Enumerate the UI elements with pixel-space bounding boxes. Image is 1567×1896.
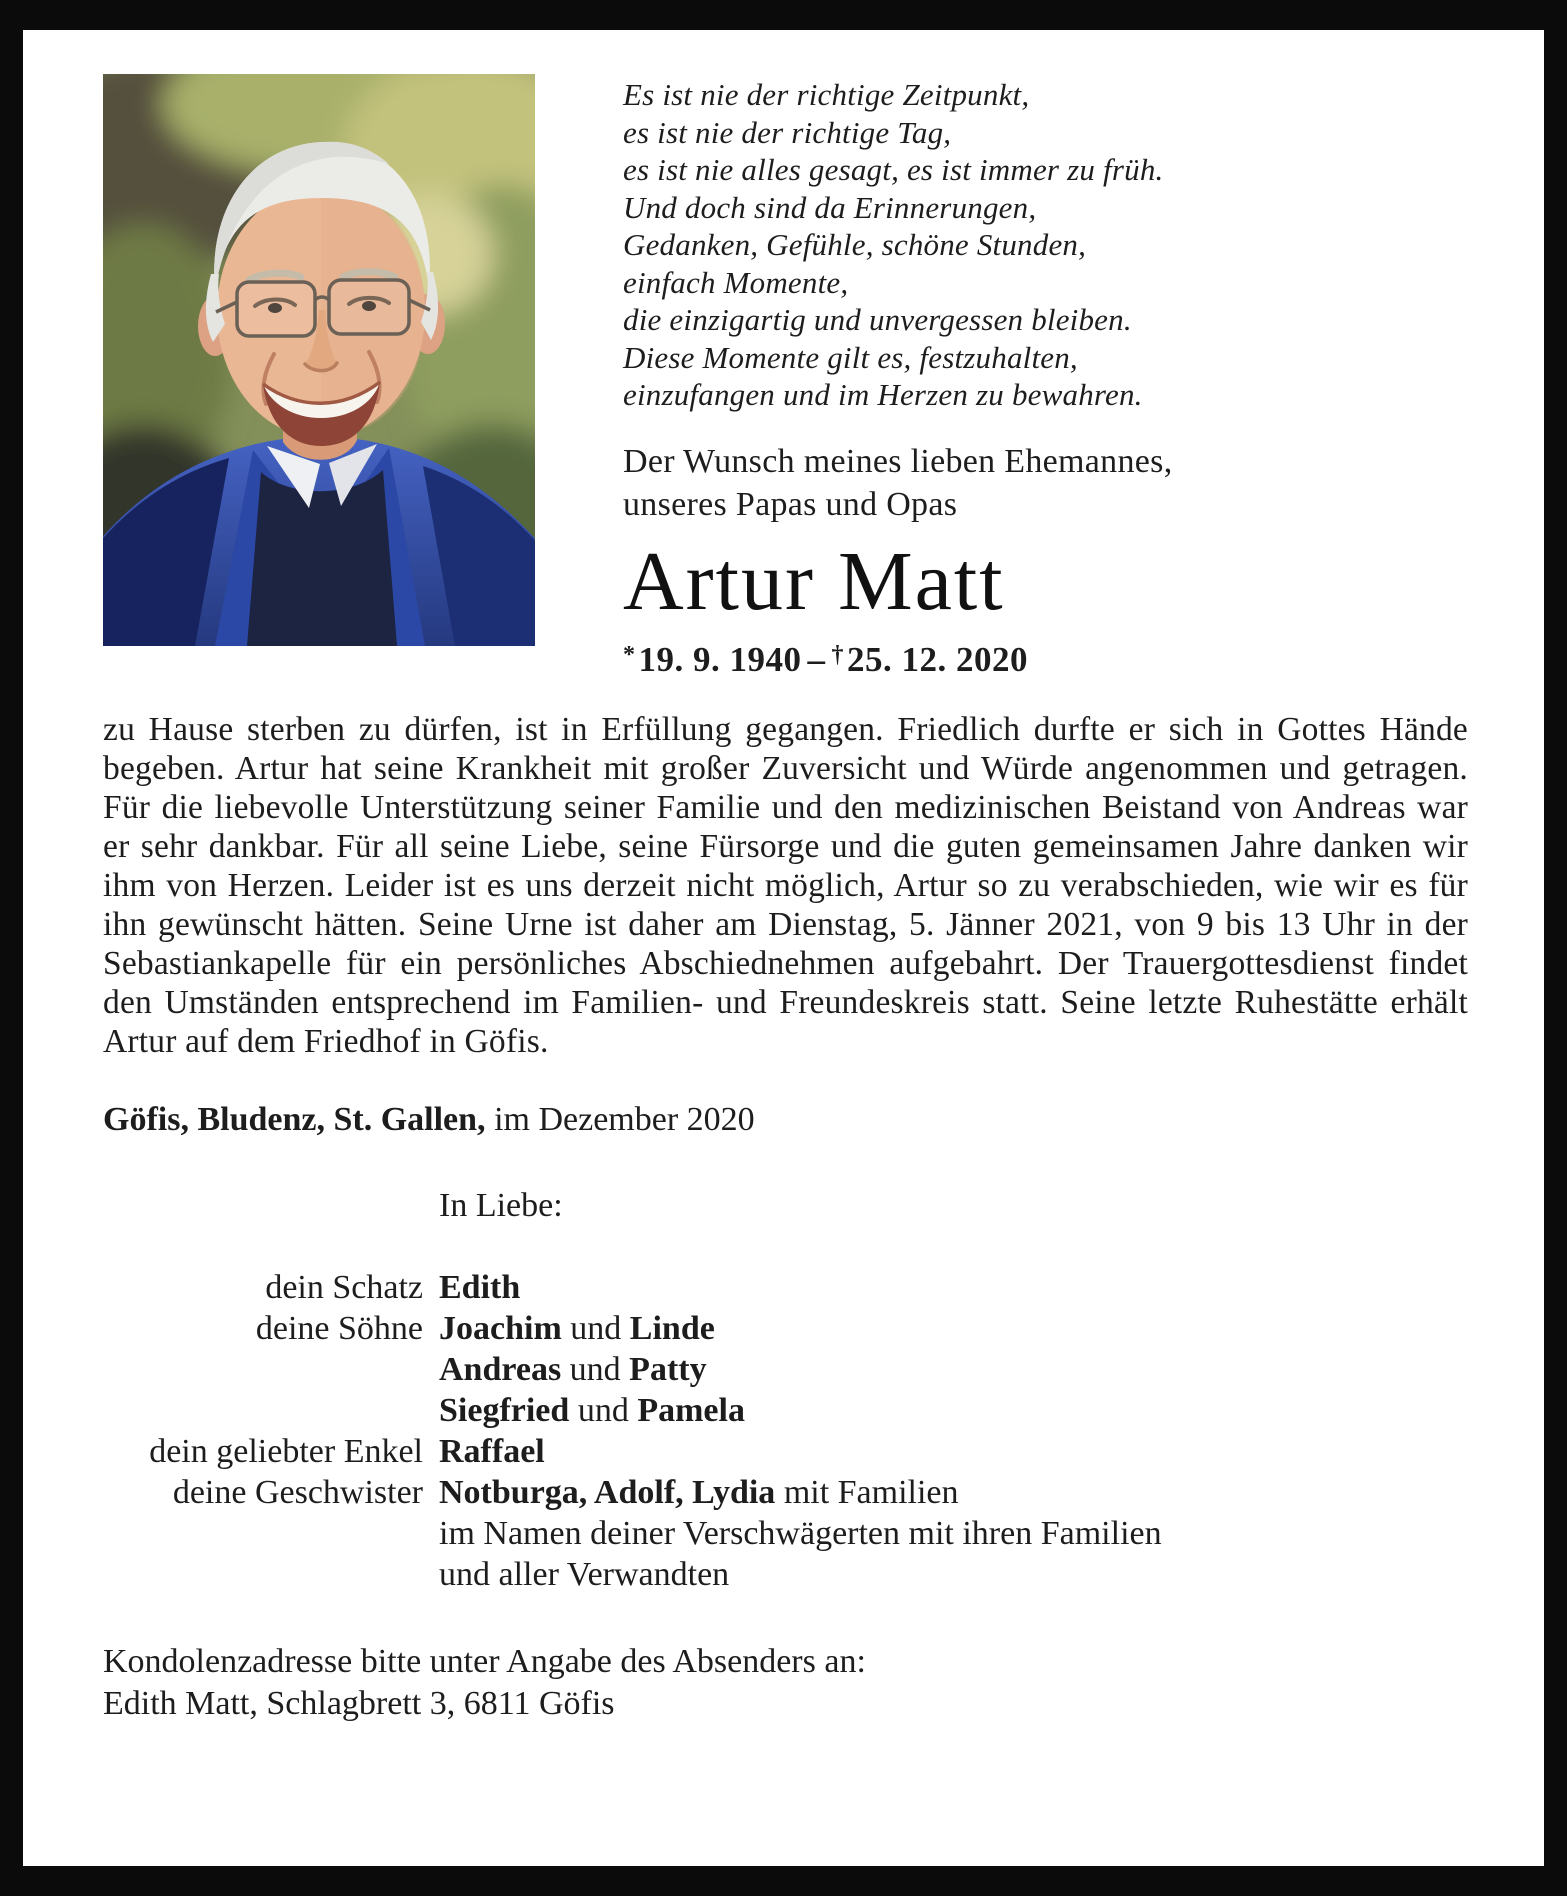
relation-label [103,1513,423,1554]
family-name: Andreas [439,1350,562,1388]
death-date: 25. 12. 2020 [847,639,1028,679]
portrait-photo [103,74,535,646]
family-section [103,1185,1468,1595]
condolence-postal-address: Edith Matt, Schlagbrett 3, 6811 Göfis [103,1684,615,1722]
family-row [103,1308,1468,1349]
poem-line: Und doch sind da Erinnerungen, [623,189,1037,225]
family-row [103,1554,1468,1595]
relation-label [103,1390,423,1431]
family-row [103,1472,1468,1513]
family-row [103,1267,1468,1308]
poem-line: Gedanken, Gefühle, schöne Stunden, [623,227,1087,262]
life-dates [623,640,1468,680]
dateline [103,1101,1468,1139]
intro-text [623,440,1468,526]
family-note: und aller Verwandten [439,1555,730,1593]
family-name: Siegfried [439,1391,570,1429]
poem-line: einfach Momente, [623,264,849,300]
poem-line: die einzigartig und unvergessen bleiben. [623,302,1132,337]
top-section [103,74,1468,680]
poem-line: es ist nie alles gesagt, es ist immer zu früh. [623,152,1164,187]
poem-line: einzufangen und im Herzen zu bewahren. [623,377,1143,412]
family-row [103,1513,1468,1554]
birth-symbol: * [623,641,636,668]
condolence-instruction: Kondolenzadresse bitte unter Angabe des Absenders an: [103,1642,866,1680]
family-names [439,1431,1468,1472]
family-names [439,1308,1468,1349]
family-names [439,1513,1468,1554]
intro-line: Der Wunsch meines lieben Ehemannes, [623,442,1173,480]
date-separator: – [807,639,826,679]
family-name: Patty [629,1350,707,1388]
family-row [103,1349,1468,1390]
intro-line: unseres Papas und Opas [623,485,958,523]
connector: und [569,1391,638,1429]
relation-label: dein geliebter Enkel [149,1432,423,1470]
in-liebe-label: In Liebe: [439,1186,563,1224]
family-name: Pamela [637,1391,745,1429]
family-names [439,1349,1468,1390]
death-symbol: † [831,641,844,668]
family-names [439,1472,1468,1513]
obituary-content [23,30,1544,1725]
connector: mit Familien [775,1473,959,1511]
deceased-name: Artur Matt [623,534,1005,628]
family-names [439,1390,1468,1431]
family-row [103,1431,1468,1472]
header-text-column [623,74,1468,680]
condolence-address [103,1641,1468,1725]
family-names [439,1554,1468,1595]
relation-label: dein Schatz [265,1268,423,1306]
family-names [439,1267,1468,1308]
connector: und [561,1350,630,1388]
family-name: Edith [439,1268,521,1306]
family-name: Notburga, Adolf, Lydia [439,1473,776,1511]
relation-label [103,1554,423,1595]
family-name: Joachim [439,1309,562,1347]
memorial-poem [623,76,1468,414]
birth-date: 19. 9. 1940 [638,639,802,679]
poem-line: Es ist nie der richtige Zeitpunkt, [623,77,1030,112]
family-note: im Namen deiner Verschwägerten mit ihren Familien [439,1514,1162,1552]
poem-line: es ist nie der richtige Tag, [623,114,952,150]
family-name: Linde [629,1309,715,1347]
relation-label: deine Geschwister [172,1473,423,1511]
obituary-body: zu Hause sterben zu dürfen, ist in Erfüllung gegangen. Friedlich durfte er sich in Gottes Hände begeben. Artur hat seine Krankheit mit großer Zuversicht und Würde angenommen und getragen. Für die liebevolle Unterstützung seiner Familie und den medizinischen Beistand von Andreas war er sehr dankbar. Für all seine Liebe, seine Fürsorge und die guten gemeinsamen Jahre danken wir ihm von Herzen. Leider ist es uns derzeit nicht möglich, Artur so zu verabschieden, wie wir es für ihn gewünscht hätten. Seine Urne ist daher am Dienstag, 5. Jänner 2021, von 9 bis 13 Uhr in der Sebastiankapelle für ein persönliches Abschiednehmen aufgebahrt. Der Trauergottesdienst findet den Umständen entsprechend im Familien- und Freundeskreis statt. Seine letzte Ruhestätte erhält Artur auf dem Friedhof in Göfis. [103,710,1468,1060]
dateline-places: Göfis, Bludenz, St. Gallen, [103,1100,486,1138]
family-name: Raffael [439,1432,545,1470]
poem-line: Diese Momente gilt es, festzuhalten, [623,339,1078,375]
relation-label: deine Söhne [255,1309,423,1347]
portrait-illustration [103,74,535,646]
family-row [103,1390,1468,1431]
connector: und [561,1309,630,1347]
dateline-date: im Dezember 2020 [485,1100,755,1138]
relation-label [103,1349,423,1390]
